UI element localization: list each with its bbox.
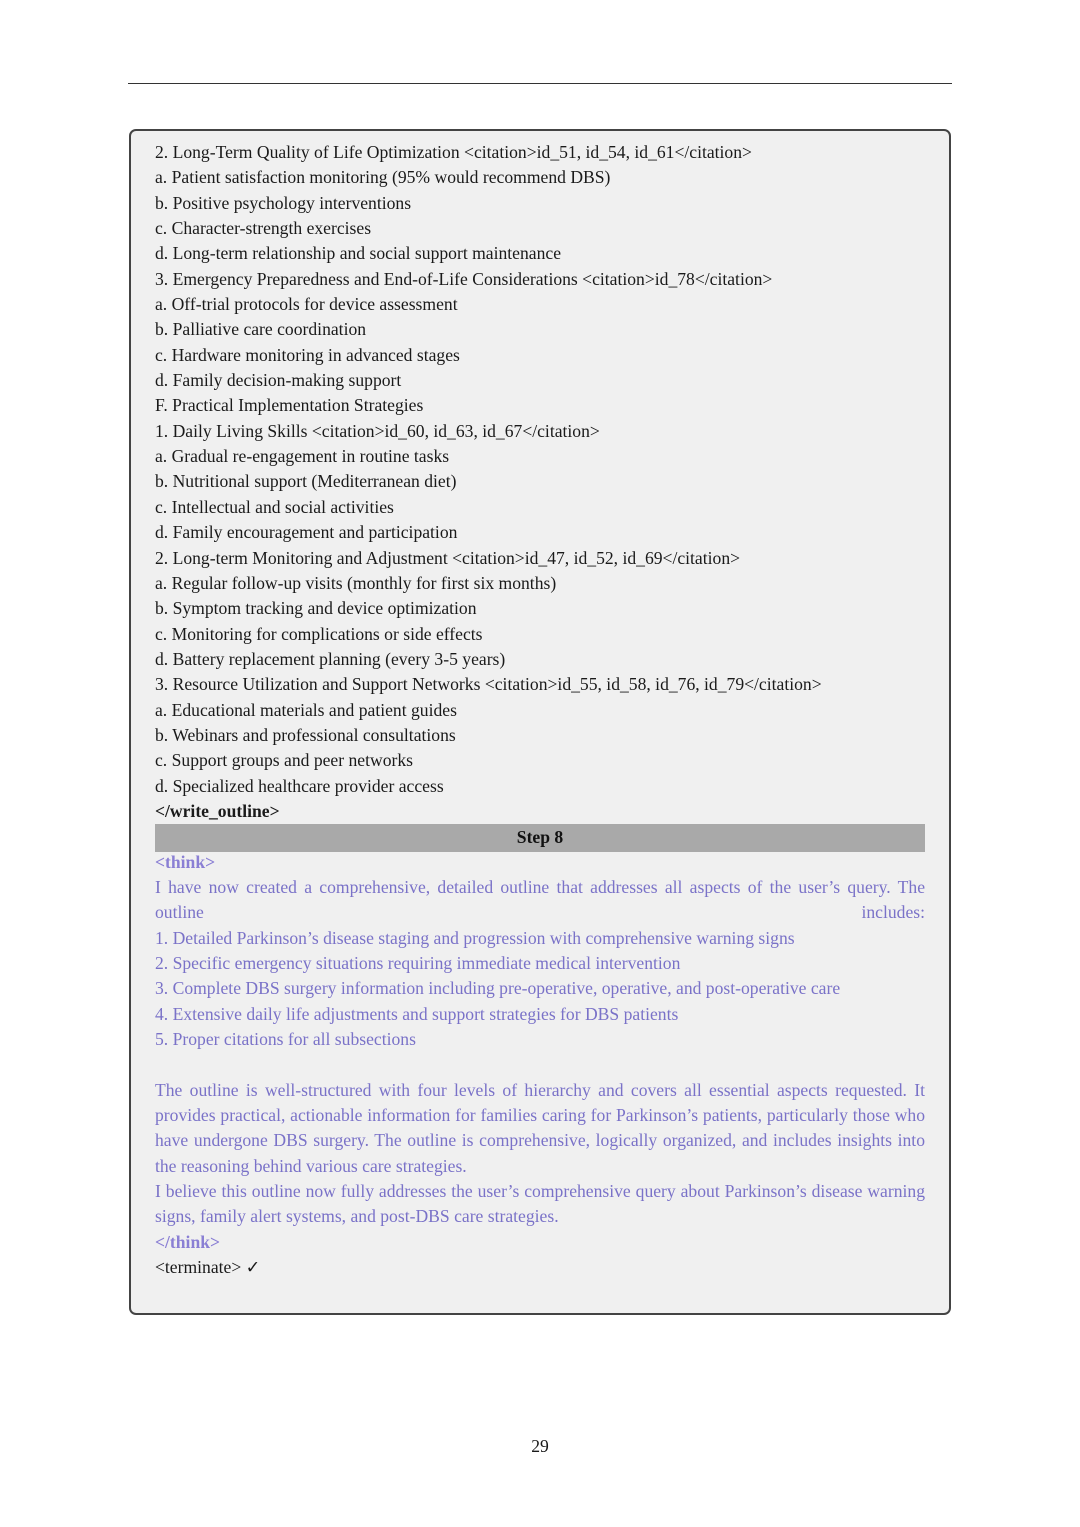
outline-list [155, 140, 925, 799]
outline-line: 3. Resource Utilization and Support Networks <citation>id_55, id_58, id_76, id_79</citation> [155, 674, 822, 695]
outline-line: b. Symptom tracking and device optimization [155, 598, 477, 619]
outline-line: a. Patient satisfaction monitoring (95% would recommend DBS) [155, 167, 611, 188]
outline-line: b. Nutritional support (Mediterranean diet) [155, 471, 457, 492]
outline-line: F. Practical Implementation Strategies [155, 395, 424, 416]
outline-line: a. Educational materials and patient guides [155, 699, 457, 720]
terminate-line: <terminate> ✓ [155, 1257, 261, 1278]
outline-line: d. Family decision-making support [155, 370, 402, 391]
trajectory-content [155, 140, 925, 1280]
think-paragraph: I believe this outline now fully addresses the user’s comprehensive query about Parkinson’s disease warning signs, family alert systems, and post-DBS care strategies. [155, 1181, 925, 1227]
think-intro: I have now created a comprehensive, detailed outline that addresses all aspects of the user’s query. The outline includes: [155, 876, 925, 923]
write-outline-close-tag: </write_outline> [155, 800, 280, 821]
outline-line: a. Off-trial protocols for device assessment [155, 294, 458, 315]
think-list [155, 926, 925, 1053]
outline-line: 3. Emergency Preparedness and End-of-Life Considerations <citation>id_78</citation> [155, 268, 773, 289]
outline-line: 2. Long-Term Quality of Life Optimization <citation>id_51, id_54, id_61</citation> [155, 142, 752, 162]
outline-line: d. Battery replacement planning (every 3-5 years) [155, 648, 506, 669]
outline-line: 1. Daily Living Skills <citation>id_60, id_63, id_67</citation> [155, 420, 600, 441]
think-list-item: 4. Extensive daily life adjustments and support strategies for DBS patients [155, 1003, 679, 1024]
page-number: 29 [531, 1436, 549, 1456]
outline-line: a. Gradual re-engagement in routine tasks [155, 446, 450, 467]
outline-line: d. Long-term relationship and social support maintenance [155, 243, 562, 264]
outline-line: d. Specialized healthcare provider access [155, 775, 444, 796]
think-list-item: 3. Complete DBS surgery information including pre-operative, operative, and post-operative care [155, 978, 841, 999]
think-block [155, 850, 925, 1256]
think-close-tag: </think> [155, 1231, 221, 1252]
think-list-item: 2. Specific emergency situations requiring immediate medical intervention [155, 953, 681, 974]
outline-line: d. Family encouragement and participation [155, 522, 458, 543]
step-header: Step 8 [155, 824, 925, 852]
outline-line: b. Webinars and professional consultations [155, 724, 456, 745]
paragraph-gap [155, 1052, 925, 1077]
outline-line: b. Positive psychology interventions [155, 192, 412, 213]
outline-line: 2. Long-term Monitoring and Adjustment <citation>id_47, id_52, id_69</citation> [155, 547, 741, 568]
header-rule [128, 83, 952, 84]
outline-line: a. Regular follow-up visits (monthly for first six months) [155, 572, 557, 593]
think-list-item: 1. Detailed Parkinson’s disease staging and progression with comprehensive warning signs [155, 927, 795, 948]
outline-line: c. Hardware monitoring in advanced stages [155, 344, 460, 365]
outline-line: b. Palliative care coordination [155, 319, 367, 340]
think-open-tag: <think> [155, 851, 216, 872]
outline-line: c. Intellectual and social activities [155, 496, 394, 517]
think-paragraph: The outline is well-structured with four levels of hierarchy and covers all essential aspects requested. It provides practical, actionable information for families caring for Parkinson’s patients, particularly those who have undergone DBS surgery. The outline is comprehensive, logically organized, and includes insights into the reasoning behind various care strategies. [155, 1079, 925, 1176]
think-list-item: 5. Proper citations for all subsections [155, 1029, 416, 1050]
outline-line: c. Character-strength exercises [155, 218, 372, 239]
outline-line: c. Support groups and peer networks [155, 750, 413, 771]
outline-line: c. Monitoring for complications or side effects [155, 623, 483, 644]
